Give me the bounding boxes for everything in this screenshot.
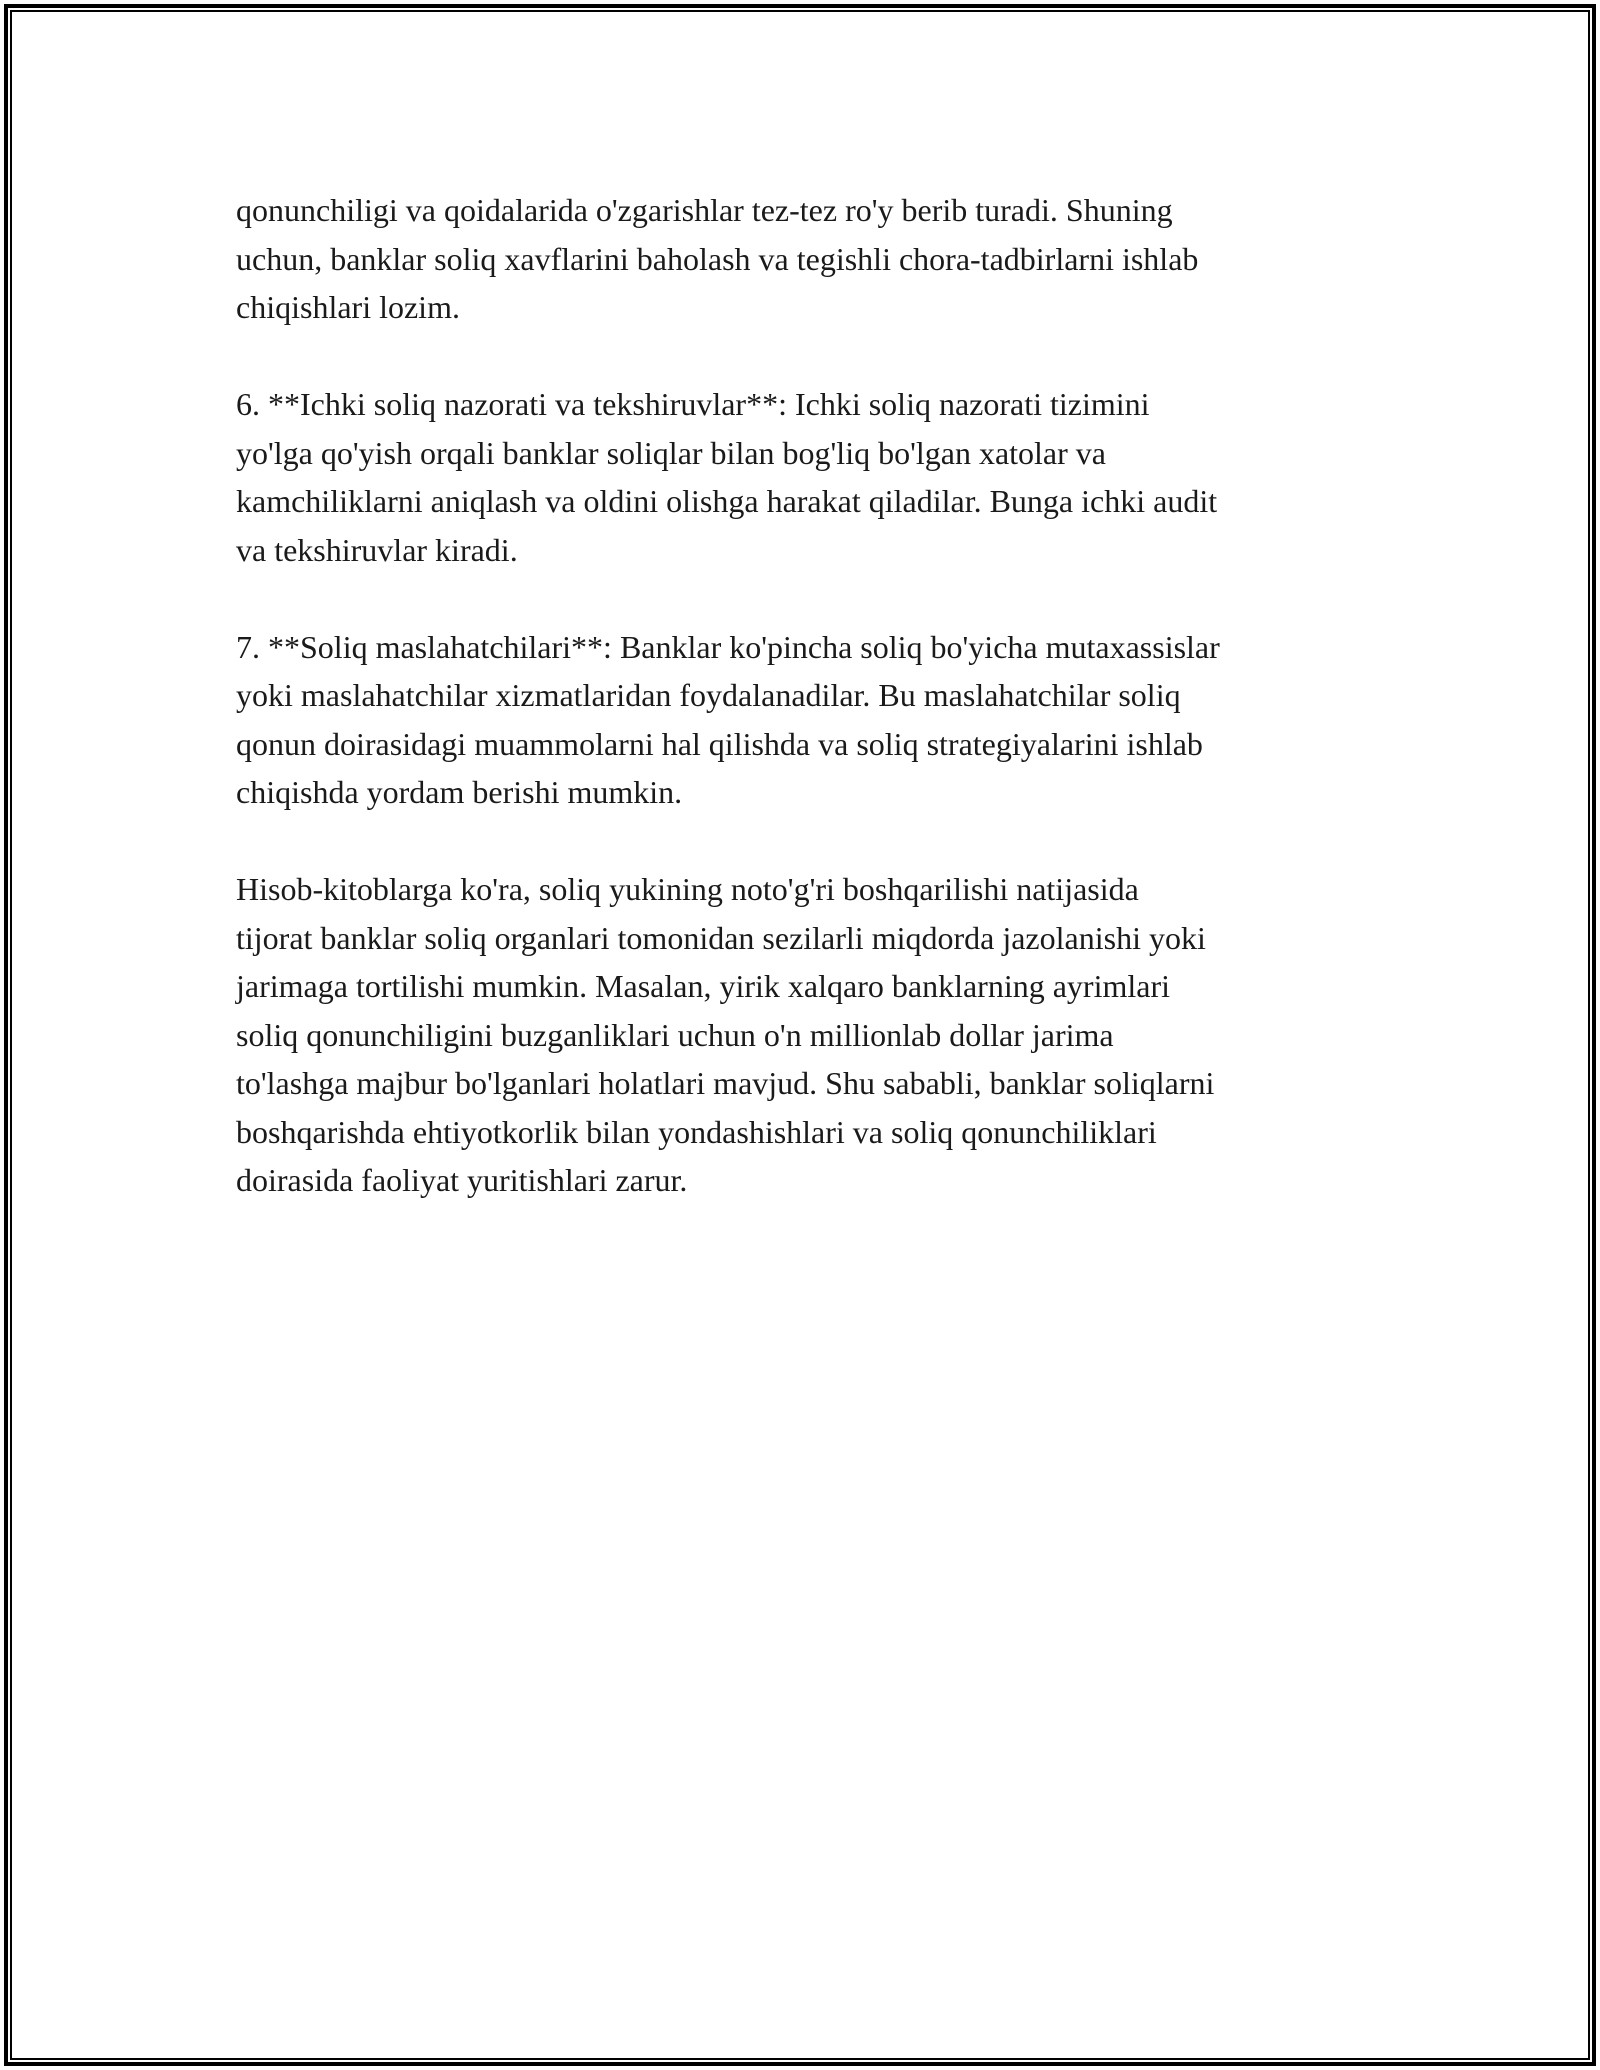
text-line: doirasida faoliyat yuritishlari zarur. bbox=[236, 1162, 688, 1198]
text-line: Hisob-kitoblarga ko'ra, soliq yukining noto'g'ri boshqarilishi natijasida bbox=[236, 871, 1139, 907]
paragraph-penalties-summary bbox=[236, 865, 1376, 1205]
text-line: 6. **Ichki soliq nazorati va tekshiruvlar**: Ichki soliq nazorati tizimini bbox=[236, 386, 1150, 422]
text-line: 7. **Soliq maslahatchilari**: Banklar ko'pincha soliq bo'yicha mutaxassislar bbox=[236, 628, 1220, 665]
paragraph-tax-advisors bbox=[236, 623, 1376, 817]
text-line: boshqarishda ehtiyotkorlik bilan yondashishlari va soliq qonunchiliklari bbox=[236, 1113, 1157, 1150]
text-line: jarimaga tortilishi mumkin. Masalan, yirik xalqaro banklarning ayrimlari bbox=[236, 968, 1170, 1004]
document-body bbox=[236, 186, 1376, 1205]
paragraph-spacer bbox=[236, 817, 1376, 866]
text-line: tijorat banklar soliq organlari tomonidan sezilarli miqdorda jazolanishi yoki bbox=[236, 919, 1206, 956]
paragraph-internal-tax-control bbox=[236, 380, 1376, 574]
paragraph-tax-risk-continuation bbox=[236, 186, 1376, 332]
text-line: to'lashga majbur bo'lganlari holatlari mavjud. Shu sababli, banklar soliqlarni bbox=[236, 1065, 1215, 1101]
text-line: kamchiliklarni aniqlash va oldini olishga harakat qiladilar. Bunga ichki audit bbox=[236, 483, 1218, 519]
text-line: uchun, banklar soliq xavflarini baholash va tegishli chora-tadbirlarni ishlab bbox=[236, 240, 1199, 277]
text-line: qonun doirasidagi muammolarni hal qilishda va soliq strategiyalarini ishlab bbox=[236, 725, 1203, 762]
text-line: chiqishda yordam berishi mumkin. bbox=[236, 774, 683, 810]
text-line: yoki maslahatchilar xizmatlaridan foydalanadilar. Bu maslahatchilar soliq bbox=[236, 677, 1181, 713]
text-line: qonunchiligi va qoidalarida o'zgarishlar tez-tez ro'y berib turadi. Shuning bbox=[236, 192, 1173, 228]
paragraph-spacer bbox=[236, 332, 1376, 381]
text-line: va tekshiruvlar kiradi. bbox=[236, 531, 518, 568]
paragraph-spacer bbox=[236, 574, 1376, 623]
text-line: chiqishlari lozim. bbox=[236, 289, 460, 325]
text-line: yo'lga qo'yish orqali banklar soliqlar bilan bog'liq bo'lgan xatolar va bbox=[236, 434, 1106, 471]
text-line: soliq qonunchiligini buzganliklari uchun o'n millionlab dollar jarima bbox=[236, 1016, 1114, 1053]
